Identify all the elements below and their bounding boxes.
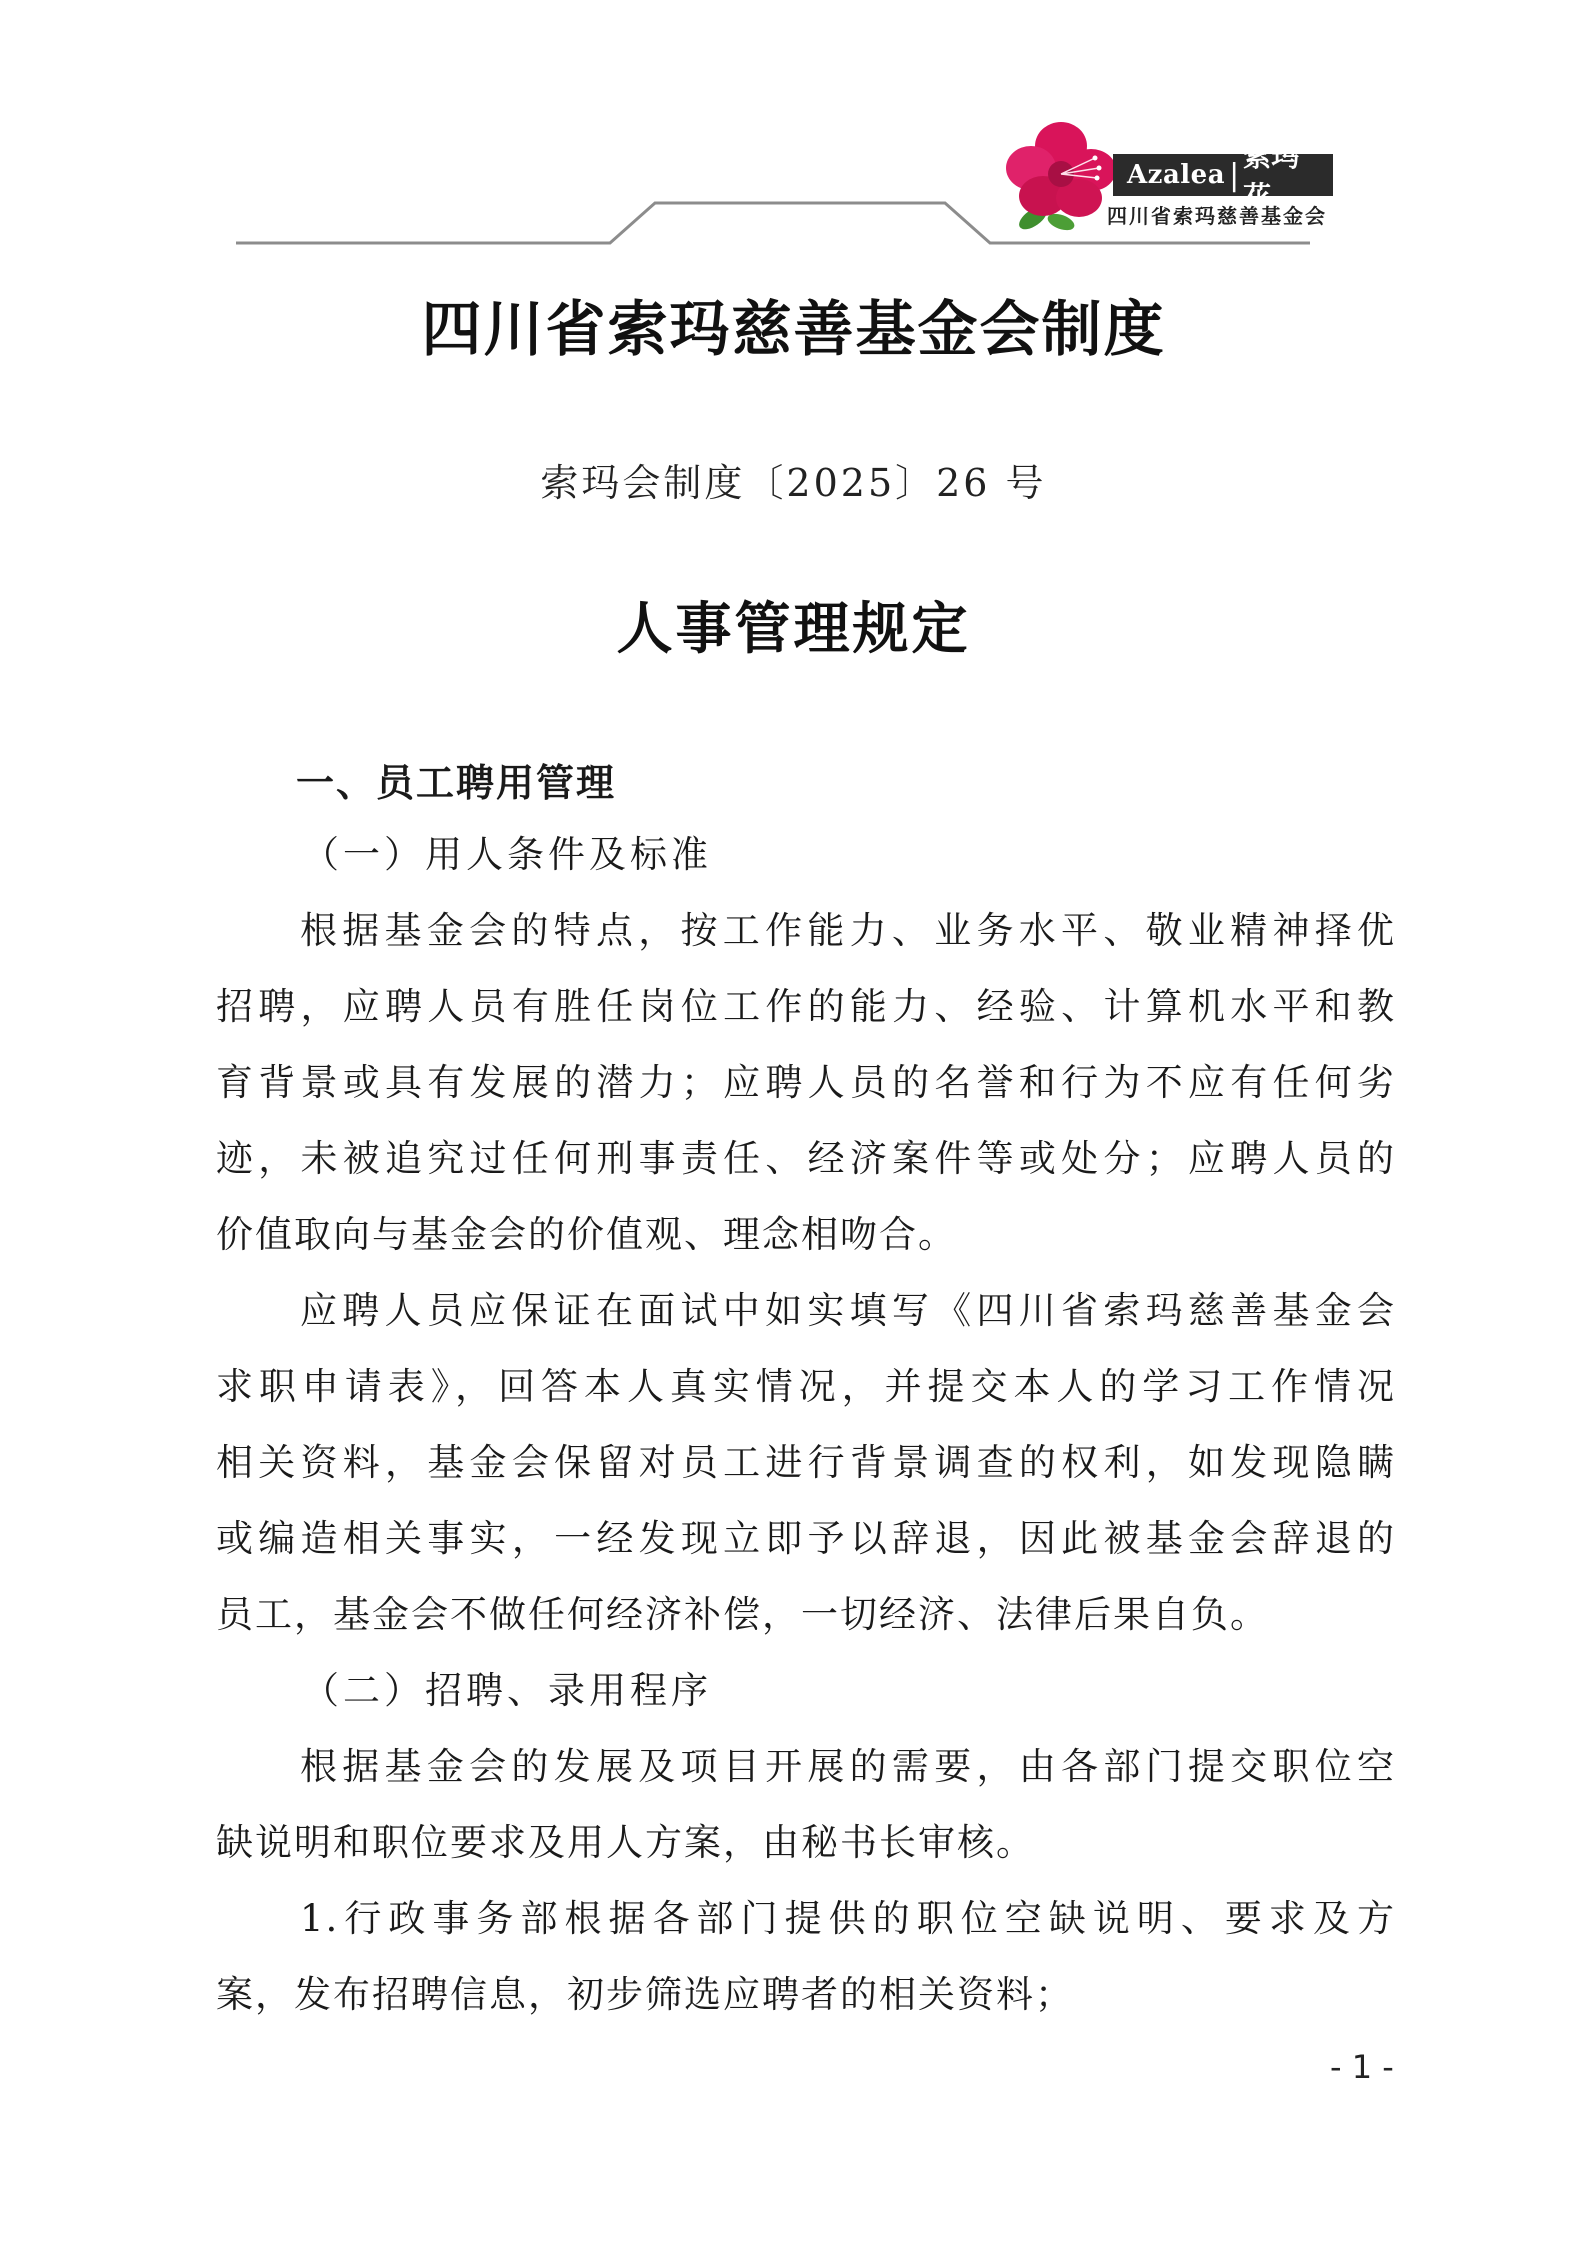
main-title: 四川省索玛慈善基金会制度 [421, 295, 1166, 365]
paragraph-line: 1.行政事务部根据各部门提供的职位空缺说明、要求及方 [300, 1897, 1396, 1940]
brand-english-name: Azalea [1127, 160, 1226, 190]
paragraph-line: 育背景或具有发展的潜力；应聘人员的名誉和行为不应有任何劣 [216, 1061, 1396, 1104]
page-number: - 1 - [1330, 2048, 1394, 2086]
subsection-heading: （二）招聘、录用程序 [302, 1669, 712, 1712]
paragraph-line: 根据基金会的特点，按工作能力、业务水平、敬业精神择优 [300, 909, 1396, 952]
paragraph-line: 价值取向与基金会的价值观、理念相吻合。 [216, 1213, 957, 1256]
paragraph-line: 根据基金会的发展及项目开展的需要，由各部门提交职位空 [300, 1745, 1396, 1788]
paragraph-line: 应聘人员应保证在面试中如实填写《四川省索玛慈善基金会 [300, 1289, 1396, 1332]
paragraph-line: 迹，未被追究过任何刑事责任、经济案件等或处分；应聘人员的 [216, 1137, 1396, 1180]
paragraph-line: 缺说明和职位要求及用人方案，由秘书长审核。 [216, 1821, 1035, 1864]
brand-chinese-name: 索玛花 [1243, 140, 1300, 213]
paragraph-line: 案，发布招聘信息，初步筛选应聘者的相关资料； [216, 1973, 1074, 2016]
azalea-flower-icon [1003, 118, 1123, 236]
foundation-logo [1003, 118, 1333, 236]
paragraph-line: 招聘，应聘人员有胜任岗位工作的能力、经验、计算机水平和教 [216, 985, 1396, 1028]
document-number: 索玛会制度〔2025〕26 号 [540, 461, 1047, 505]
header-rule [0, 0, 1587, 260]
paragraph-line: 求职申请表》，回答本人真实情况，并提交本人的学习工作情况 [216, 1365, 1396, 1408]
brand-separator: | [1229, 157, 1240, 193]
paragraph-line: 员工，基金会不做任何经济补偿，一切经济、法律后果自负。 [216, 1593, 1269, 1636]
brand-name-box [1113, 140, 1333, 213]
document-title: 人事管理规定 [616, 597, 971, 662]
subsection-heading: （一）用人条件及标准 [302, 833, 712, 876]
section-heading: 一、员工聘用管理 [296, 761, 617, 805]
paragraph-line: 相关资料，基金会保留对员工进行背景调查的权利，如发现隐瞒 [216, 1441, 1396, 1484]
paragraph-line: 或编造相关事实，一经发现立即予以辞退，因此被基金会辞退的 [216, 1517, 1396, 1560]
brand-organization-name: 四川省索玛慈善基金会 [1107, 204, 1327, 228]
